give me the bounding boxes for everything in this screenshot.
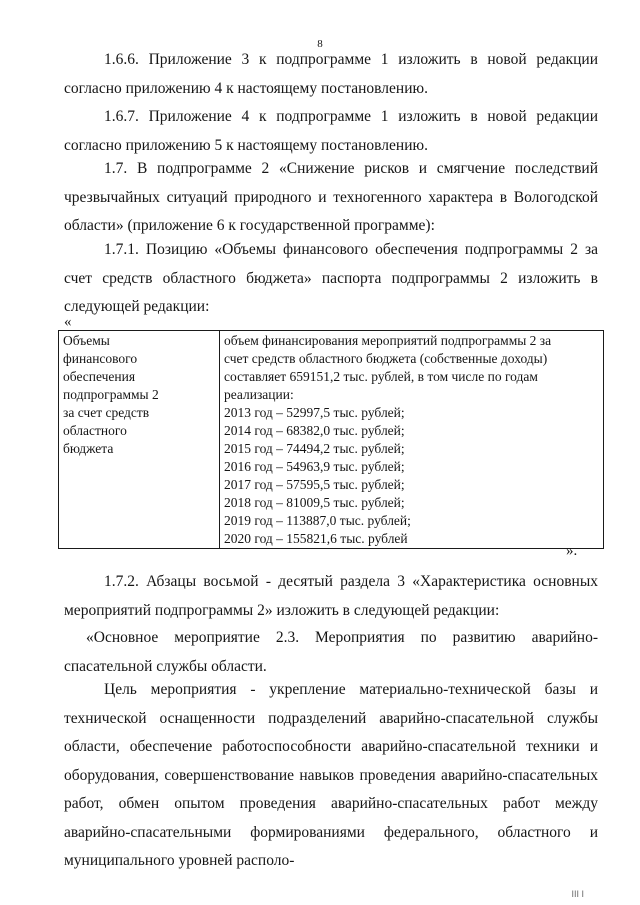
label-line: областного <box>63 423 127 438</box>
paragraph-1-7: 1.7. В подпрограмме 2 «Снижение рисков и смягчение последствий чрезвычайных ситуаций природного и техногенного характера в Вологодской области» (приложение 6 к государственной программе): <box>64 160 598 234</box>
year-line: 2015 год – 74494,2 тыс. рублей; <box>224 441 405 456</box>
label-line: Объемы <box>63 333 110 348</box>
financing-value-cell <box>220 331 604 549</box>
financing-table-row <box>59 331 604 549</box>
value-line: счет средств областного бюджета (собственные доходы) <box>224 351 548 366</box>
paragraph-goal: Цель мероприятия - укрепление материально-технической базы и технической оснащенности подразделений аварийно-спасательной службы области, обеспечение работоспособности аварийно-спасательной техники и оборудования, совершенствование навыков проведения аварийно-спасательных работ, обмен опытом проведения аварийно-спасательных работ между аварийно-спасательными формированиями федерального, областного и муниципального уровней располо- <box>64 681 598 869</box>
page-number: 8 <box>317 38 323 50</box>
year-line: 2019 год – 113887,0 тыс. рублей; <box>224 513 411 528</box>
year-line: 2016 год – 54963,9 тыс. рублей; <box>224 459 405 474</box>
paragraph-1-7-1: 1.7.1. Позицию «Объемы финансового обеспечения подпрограммы 2 за счет средств областного бюджета» паспорта подпрограммы 2 изложить в следующей редакции: <box>64 241 598 315</box>
label-line: бюджета <box>63 441 114 456</box>
year-line: 2018 год – 81009,5 тыс. рублей; <box>224 495 405 510</box>
label-line: за счет средств <box>63 405 150 420</box>
paragraph-1-7-2: 1.7.2. Абзацы восьмой - десятый раздела 3 «Характеристика основных мероприятий подпрограммы 2» изложить в следующей редакции: <box>64 573 598 619</box>
footer-mark: III I <box>571 889 584 899</box>
paragraph-1-6-7: 1.6.7. Приложение 4 к подпрограмме 1 изложить в новой редакции согласно приложению 5 к настоящему постановлению. <box>64 108 598 154</box>
paragraph-1-6-6: 1.6.6. Приложение 3 к подпрограмме 1 изложить в новой редакции согласно приложению 4 к настоящему постановлению. <box>64 51 598 97</box>
year-line: 2020 год – 155821,6 тыс. рублей <box>224 531 408 546</box>
value-line: реализации: <box>224 387 294 402</box>
year-line: 2014 год – 68382,0 тыс. рублей; <box>224 423 405 438</box>
financing-table <box>58 330 604 549</box>
value-line: составляет 659151,2 тыс. рублей, в том числе по годам <box>224 369 538 384</box>
financing-label-cell <box>59 331 220 549</box>
year-line: 2013 год – 52997,5 тыс. рублей; <box>224 405 405 420</box>
label-line: обеспечения <box>63 369 136 384</box>
quote-open-mark: « <box>64 314 72 330</box>
quote-close-mark: ». <box>566 543 578 559</box>
label-line: финансового <box>63 351 138 366</box>
value-line: объем финансирования мероприятий подпрограммы 2 за <box>224 333 552 348</box>
year-line: 2017 год – 57595,5 тыс. рублей; <box>224 477 405 492</box>
paragraph-main-event: «Основное мероприятие 2.3. Мероприятия по развитию аварийно-спасательной службы области. <box>64 629 598 675</box>
label-line: подпрограммы 2 <box>63 387 159 402</box>
